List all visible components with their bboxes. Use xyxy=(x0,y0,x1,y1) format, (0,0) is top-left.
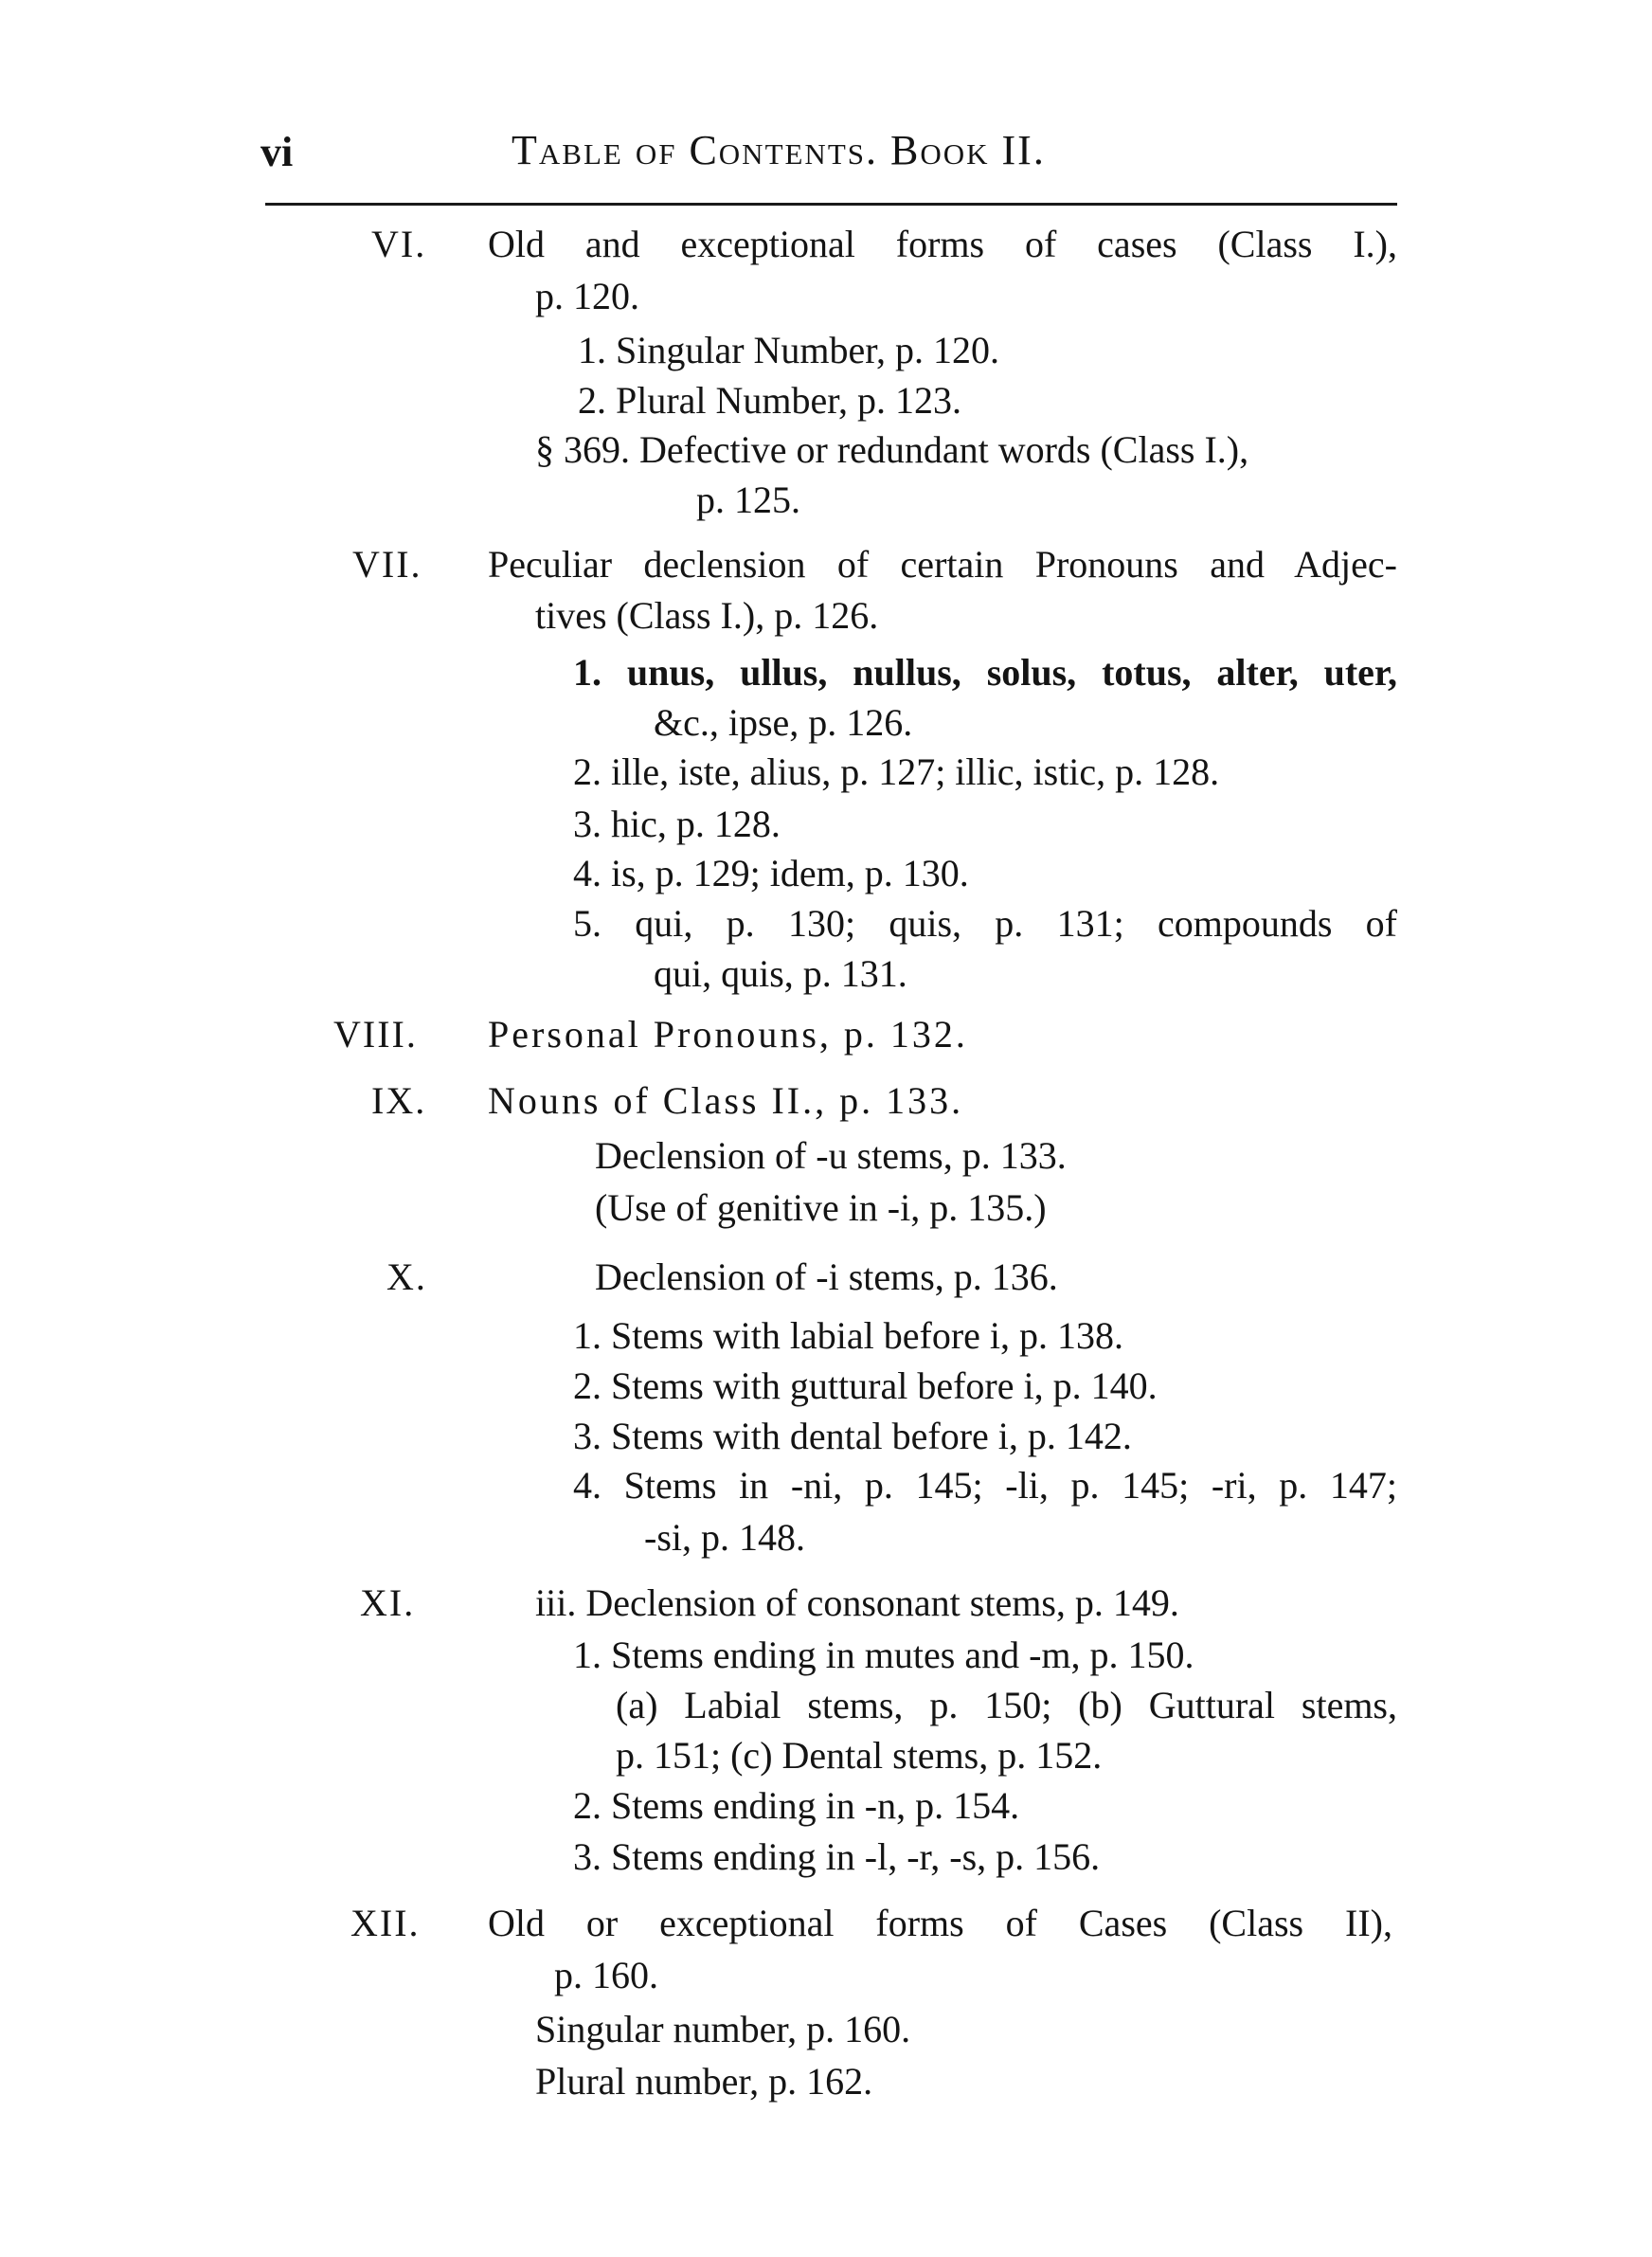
toc-entry: 2. Plural Number, p. 123. xyxy=(578,379,962,422)
toc-entry: (Use of genitive in -i, p. 135.) xyxy=(595,1186,1047,1229)
toc-entry-cont: p. 125. xyxy=(696,478,800,521)
toc-entry: 1. unus, ullus, nullus, solus, totus, alter, uter, xyxy=(573,651,1397,694)
section-numeral-vii: VII. xyxy=(352,543,422,586)
section-x-title: Declension of -i stems, p. 136. xyxy=(595,1255,1058,1298)
toc-entry: Declension of -u stems, p. 133. xyxy=(595,1134,1067,1177)
toc-entry: (a) Labial stems, p. 150; (b) Guttural stems, xyxy=(616,1684,1397,1726)
section-xii-title-cont: p. 160. xyxy=(554,1954,658,1996)
toc-entry-cont: qui, quis, p. 131. xyxy=(654,952,907,995)
section-numeral-xi: XI. xyxy=(360,1581,416,1624)
toc-entry: 3. hic, p. 128. xyxy=(573,803,781,845)
section-numeral-xii: XII. xyxy=(350,1902,421,1944)
toc-entry: 1. Stems ending in mutes and -m, p. 150. xyxy=(573,1634,1194,1676)
section-numeral-ix: IX. xyxy=(371,1079,427,1122)
toc-entry: Plural number, p. 162. xyxy=(535,2060,873,2103)
toc-entry: 2. Stems ending in -n, p. 154. xyxy=(573,1784,1020,1827)
section-vii-title: Peculiar declension of certain Pronouns and Adjec- xyxy=(488,543,1397,586)
running-title: Table of Contents. Book II. xyxy=(512,127,1046,173)
section-xi-title: iii. Declension of consonant stems, p. 149. xyxy=(535,1581,1179,1624)
section-xii-title: Old or exceptional forms of Cases (Class II), xyxy=(488,1902,1392,1944)
toc-entry: 3. Stems ending in -l, -r, -s, p. 156. xyxy=(573,1835,1101,1878)
section-ix-title: Nouns of Class II., p. 133. xyxy=(488,1079,964,1122)
page-number: vi xyxy=(260,129,294,175)
toc-entry: 1. Singular Number, p. 120. xyxy=(578,329,1000,371)
toc-entry: 2. ille, iste, alius, p. 127; illic, istic, p. 128. xyxy=(573,750,1220,793)
toc-entry: 1. Stems with labial before i, p. 138. xyxy=(573,1314,1124,1357)
toc-entry: 4. is, p. 129; idem, p. 130. xyxy=(573,852,969,894)
section-vi-title-cont: p. 120. xyxy=(535,275,639,317)
section-numeral-x: X. xyxy=(386,1255,427,1298)
section-viii-title: Personal Pronouns, p. 132. xyxy=(488,1013,968,1056)
section-numeral-viii: VIII. xyxy=(333,1013,418,1056)
toc-entry: 2. Stems with guttural before i, p. 140. xyxy=(573,1364,1158,1407)
toc-entry: 3. Stems with dental before i, p. 142. xyxy=(573,1415,1132,1457)
toc-entry-cont: &c., ipse, p. 126. xyxy=(654,701,913,744)
header-rule xyxy=(265,203,1397,206)
toc-entry: § 369. Defective or redundant words (Class I.), xyxy=(535,428,1249,471)
toc-entry-cont: -si, p. 148. xyxy=(644,1516,805,1559)
toc-entry: 5. qui, p. 130; quis, p. 131; compounds of xyxy=(573,902,1397,945)
section-vi-title: Old and exceptional forms of cases (Class I.), xyxy=(488,223,1397,265)
toc-entry: 4. Stems in -ni, p. 145; -li, p. 145; -ri, p. 147; xyxy=(573,1464,1397,1507)
toc-entry-cont: p. 151; (c) Dental stems, p. 152. xyxy=(616,1734,1103,1777)
section-numeral-vi: VI. xyxy=(371,223,427,265)
toc-entry: Singular number, p. 160. xyxy=(535,2008,911,2050)
section-vii-title-cont: tives (Class I.), p. 126. xyxy=(535,594,879,637)
